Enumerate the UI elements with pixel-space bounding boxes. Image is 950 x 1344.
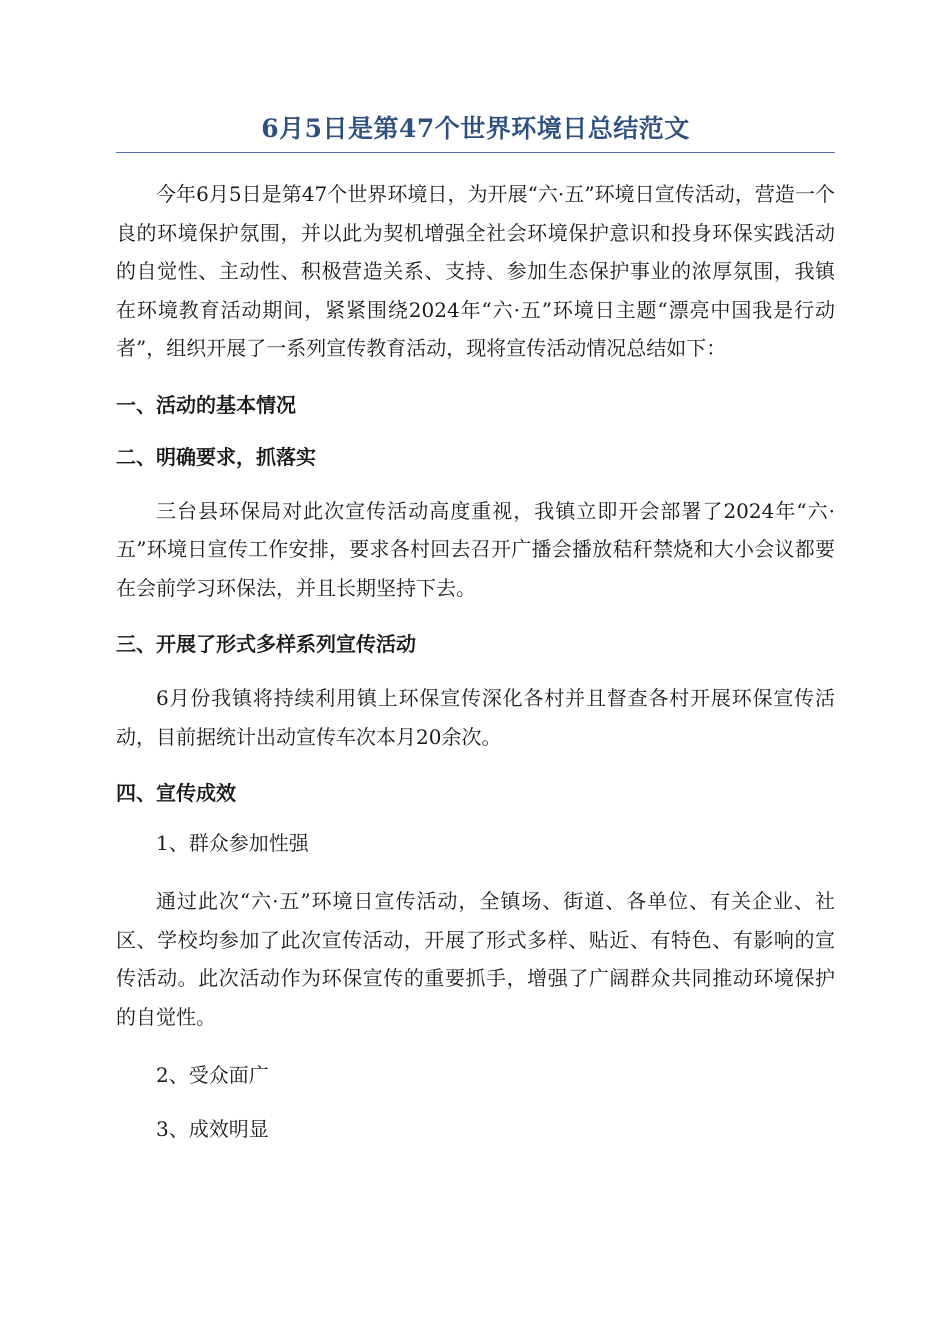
- section-heading-1: 一、活动的基本情况: [116, 392, 296, 417]
- subitem-1-paragraph: 通过此次“六·五”环境日宣传活动，全镇场、街道、各单位、有关企业、社区、学校均参加了此次宣传活动，开展了形式多样、贴近、有特色、有影响的宣传活动。此次活动作为环保宣传的重要抓手，增强了广阔群众共同推动环境保护的自觉性。: [116, 889, 835, 1029]
- subitem-2-label: 2、受众面广: [156, 1063, 269, 1087]
- document-page: [116, 112, 835, 1168]
- title-underline: [116, 152, 835, 153]
- section-3-paragraph: 6月份我镇将持续利用镇上环保宣传深化各村并且督查各村开展环保宣传活动，目前据统计出动宣传车次本月20余次。: [116, 686, 835, 749]
- document-title: 6月5日是第47个世界环境日总结范文: [261, 114, 690, 143]
- section-2-paragraph: 三台县环保局对此次宣传活动高度重视，我镇立即开会部署了2024年“六·五”环境日宣传工作安排，要求各村回去召开广播会播放秸秆禁烧和大小会议都要在会前学习环保法，并且长期坚持下去。: [116, 498, 835, 600]
- section-heading-3: 三、开展了形式多样系列宣传活动: [116, 632, 416, 656]
- section-heading-4: 四、宣传成效: [116, 781, 236, 805]
- subitem-3-label: 3、成效明显: [156, 1117, 269, 1141]
- intro-paragraph: 今年6月5日是第47个世界环境日，为开展“六·五”环境日宣传活动，营造一个良的环境保护氛围，并以此为契机增强全社会环境保护意识和投身环保实践活动的自觉性、主动性、积极营造关系、支持、参加生态保护事业的浓厚氛围，我镇在环境教育活动期间，紧紧围绕2024年“六·五”环境日主题“漂亮中国我是行动者”，组织开展了一系列宣传教育活动，现将宣传活动情况总结如下：: [116, 182, 835, 360]
- subitem-1-label: 1、群众参加性强: [156, 831, 309, 855]
- section-heading-2: 二、明确要求，抓落实: [116, 444, 316, 469]
